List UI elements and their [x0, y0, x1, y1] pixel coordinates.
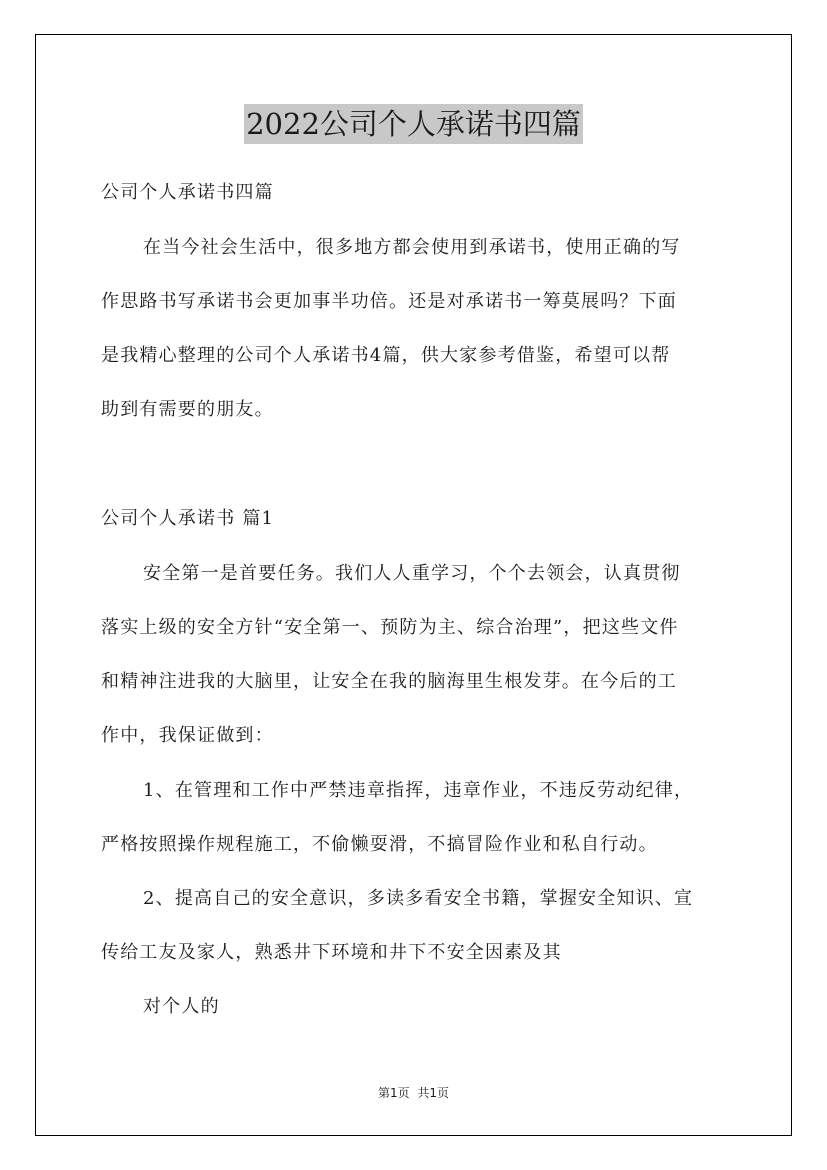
paragraph-line: 作思路书写承诺书会更加事半功倍。还是对承诺书一筹莫展吗？下面 — [101, 291, 677, 312]
paragraph-line: 对个人的 — [143, 996, 220, 1017]
page-footer — [0, 1086, 827, 1100]
paragraph-line: 落实上级的安全方针“安全第一、预防为主、综合治理”，把这些文件 — [101, 617, 679, 638]
section-heading: 公司个人承诺书 篇1 — [101, 508, 275, 529]
intro-heading: 公司个人承诺书四篇 — [101, 182, 274, 203]
paragraph-line: 助到有需要的朋友。 — [101, 399, 274, 420]
paragraph-line: 传给工友及家人，熟悉井下环境和井下不安全因素及其 — [101, 942, 562, 963]
paragraph-line: 是我精心整理的公司个人承诺书4篇，供大家参考借鉴，希望可以帮 — [101, 345, 671, 366]
paragraph-line: 1、在管理和工作中严禁违章指挥，违章作业，不违反劳动纪律， — [143, 780, 694, 801]
paragraph-line: 严格按照操作规程施工，不偷懒耍滑，不搞冒险作业和私自行动。 — [101, 834, 658, 855]
paragraph-line: 在当今社会生活中，很多地方都会使用到承诺书，使用正确的写 — [143, 237, 681, 258]
document-title-block — [0, 104, 827, 144]
page-total: 共1页 — [417, 1086, 449, 1100]
paragraph-line: 2、提高自己的安全意识，多读多看安全书籍，掌握安全知识、宣 — [143, 888, 694, 909]
paragraph-line: 作中，我保证做到： — [101, 725, 274, 746]
paragraph-line: 安全第一是首要任务。我们人人重学习，个个去领会，认真贯彻 — [143, 563, 681, 584]
paragraph-line: 和精神注进我的大脑里，让安全在我的脑海里生根发芽。在今后的工 — [101, 671, 677, 692]
page-number: 第1页 — [378, 1086, 410, 1100]
document-title: 2022公司个人承诺书四篇 — [244, 104, 583, 144]
